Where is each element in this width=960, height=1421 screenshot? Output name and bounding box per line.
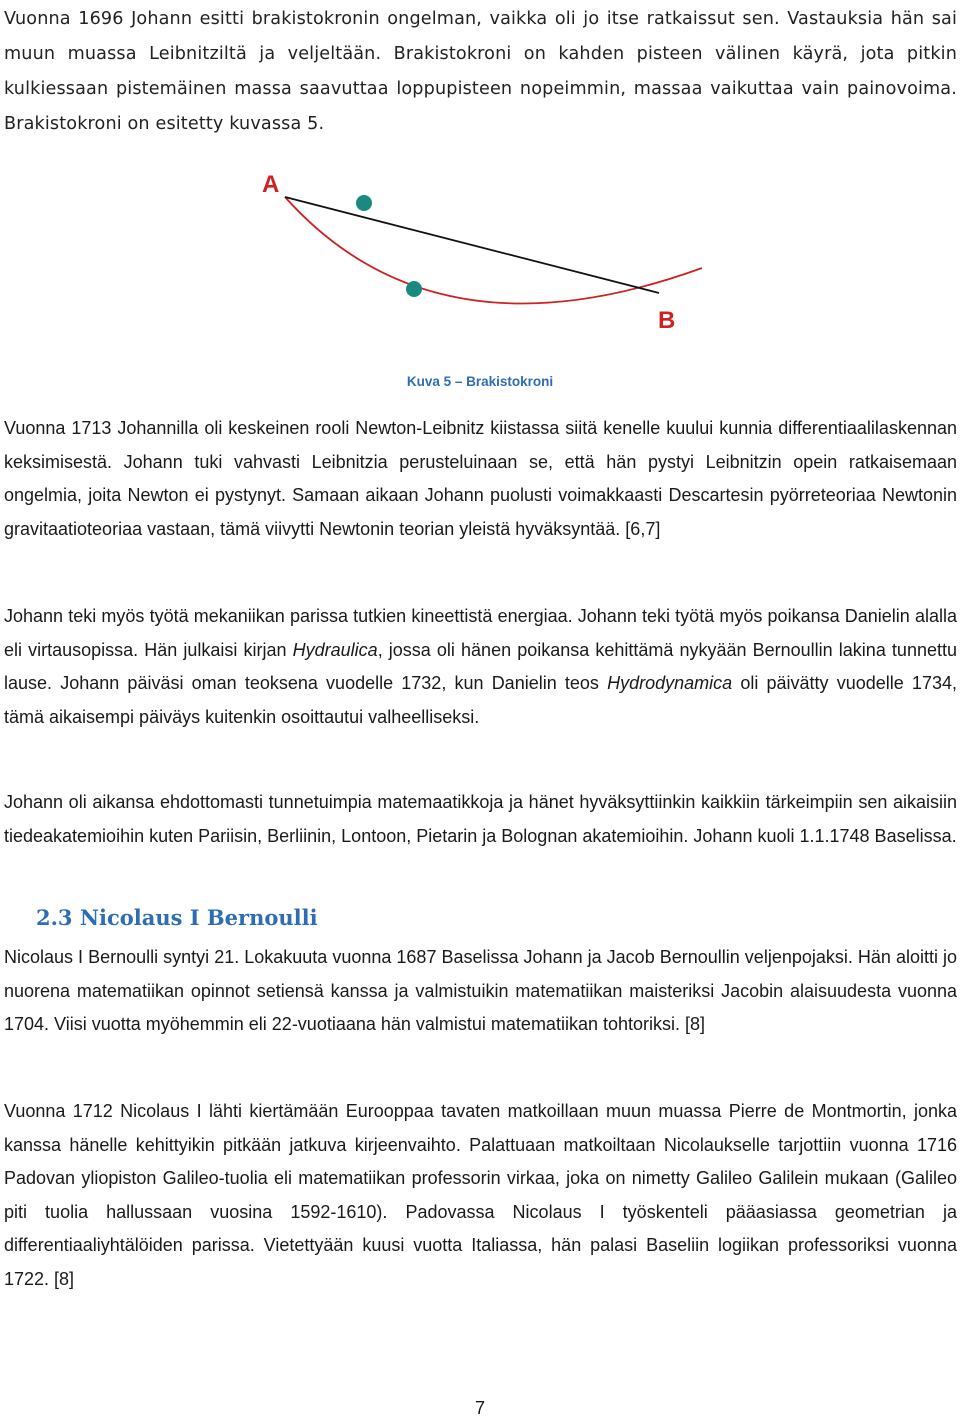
paragraph-academies: Johann oli aikansa ehdottomasti tunnetuimpia matemaatikkoja ja hänet hyväksyttiinkin kaikkiin tärkeimpiin sen aikaisiin tiedeakatemioihin kuten Pariisin, Berliinin, Lontoon, Pietarin ja Bolognan akatemioihin. Johann kuoli 1.1.1748 Baselissa. (4, 792, 957, 846)
section-heading: 2.3 Nicolaus I Bernoulli (36, 905, 318, 930)
figure-caption: Kuva 5 – Brakistokroni (406, 374, 554, 389)
brachistochrone-figure (255, 165, 715, 335)
paragraph-brachistochrone-intro: Vuonna 1696 Johann esitti brakistokronin ongelman, vaikka oli jo itse ratkaissut sen. Vastauksia hän sai muun muassa Leibnitziltä ja veljeltään. Brakistokroni on kahden pisteen välinen käyrä, jota pitkin kulkiessaan pistemäinen massa saavuttaa loppupisteen nopeimmin, massaa vaikuttaa vain painovoima. Brakistokroni on esitetty kuvassa 5. (4, 9, 957, 134)
point-b-label: B (658, 307, 676, 334)
ball-on-line (356, 195, 372, 211)
paragraph-newton-leibnitz: Vuonna 1713 Johannilla oli keskeinen rooli Newton-Leibnitz kiistassa siitä kenelle kuului kunnia differentiaalilaskennan keksimisestä. Johann tuki vahvasti Leibnitzia perusteluinaan se, että hän pystyi Leibnitzin opein ratkaisemaan ongelmia, joita Newton ei pystynyt. Samaan aikaan Johann puolusti voimakkaasti Descartesin pyörreteoriaa Newtonin gravitaatioteoriaa vastaan, tämä viivytti Newtonin teorian yleistä hyväksyntää. [6,7] (4, 418, 957, 539)
text-run: , jossa oli hänen poikansa kehittämä nykyään Bernoullin lakina tunnettu lause. Johann päiväsi oman teoksena vuodelle 1732, kun Danielin teos (4, 639, 957, 694)
page-number: 7 (474, 1398, 485, 1418)
point-a-label: A (262, 171, 280, 198)
book-title-hydrodynamica: Hydrodynamica (607, 673, 733, 694)
text-run: oli päivätty vuodelle 1734, tämä aikaisempi päiväys kuitenkin osoittautui valheelliseksi. (4, 673, 957, 727)
text-run: Johann teki myös työtä mekaniikan parissa tutkien kineettistä energiaa. Johann teki työtä myös poikansa Danielin alalla eli virtausopissa. Hän julkaisi kirjan (4, 606, 957, 660)
paragraph-nicolaus-birth: Nicolaus I Bernoulli syntyi 21. Lokakuuta vuonna 1687 Baselissa Johann ja Jacob Bernoullin veljenpojaksi. Hän aloitti jo nuorena matematiikan opinnot setiensä kanssa ja valmistuikin matematiikan maisteriksi Jacobin alaisuudesta vuonna 1704. Viisi vuotta myöhemmin eli 22-vuotiaana hän valmistui matematiikan tohtoriksi. [8] (4, 947, 957, 1035)
paragraph-mechanics (4, 600, 957, 734)
ball-on-curve (406, 281, 422, 297)
paragraph-nicolaus-travels: Vuonna 1712 Nicolaus I lähti kiertämään Eurooppaa tavaten matkoillaan muun muassa Pierre de Montmortin, jonka kanssa hänelle kehittyikin pitkään jatkuva kirjeenvaihto. Palattuaan matkoiltaan Nicolaukselle tarjottiin vuonna 1716 Padovan yliopiston Galileo-tuolia eli matematiikan professorin virkaa, joka on nimetty Galileo Galilein mukaan (Galileo piti tuolia hallussaan vuosina 1592-1610). Padovassa Nicolaus I työskenteli pääasiassa geometrian ja differentiaaliyhtälöiden parissa. Vietettyään kuusi vuotta Italiassa, hän palasi Baseliin logiikan professoriksi vuonna 1722. [8] (4, 1101, 957, 1289)
book-title-hydraulica: Hydraulica (292, 639, 378, 660)
straight-path-line (285, 197, 659, 293)
